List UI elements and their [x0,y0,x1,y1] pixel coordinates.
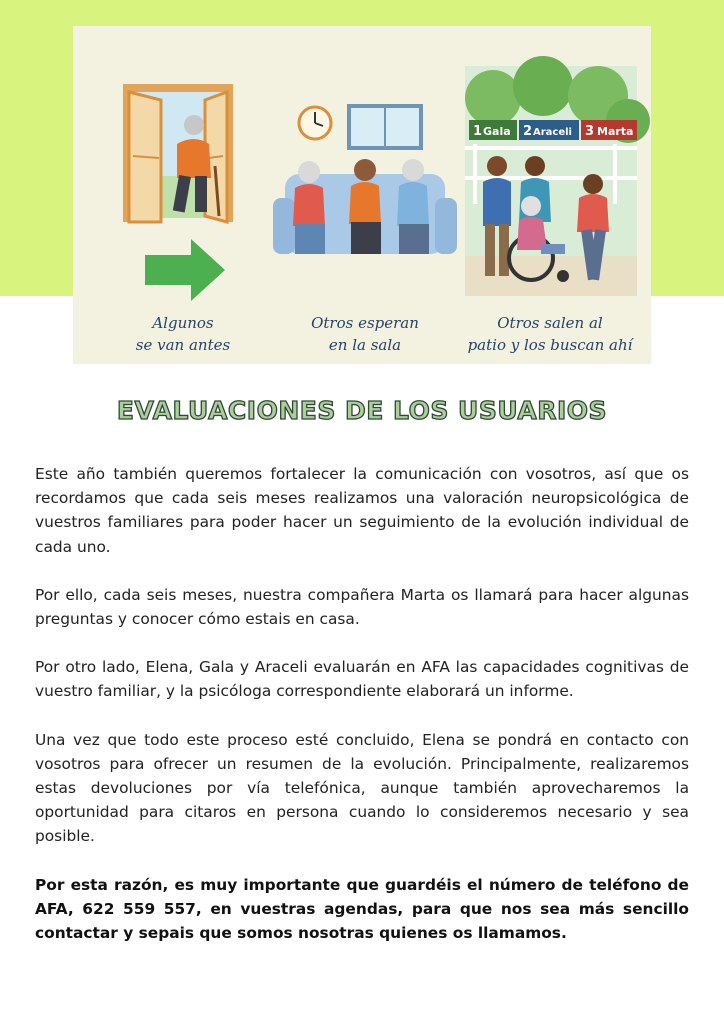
paragraph: Este año también queremos fortalecer la comunicación con vosotros, así que os recordamos que cada seis meses realizamos una valoración neuropsicológica de vuestros familiares para poder hacer un seguimiento de la evolución individual de cada uno. [35,465,689,556]
arrow-right-icon [145,239,225,301]
caption-line: Otros esperan [311,314,419,332]
name-tag-araceli [519,120,579,140]
name-tag-number: 3 [585,124,595,139]
caption-line: Algunos [152,314,214,332]
caption-patio [455,312,645,356]
name-tag-number: 1 [473,124,483,139]
highlight-paragraph: Por esta razón, es muy importante que guardéis el número de teléfono de AFA, 622 559 557, en vuestras agendas, para que nos sea más sencillo contactar y sepais que somos nosotras quienes os llamamos. [35,875,689,943]
seated-elderly-woman [349,159,381,254]
name-tag-number: 2 [523,124,533,139]
name-tag-name: Gala [483,125,511,138]
name-tag-name: Marta [597,125,634,138]
seated-elderly-man [397,159,429,254]
caption-line: patio y los buscan ahí [467,336,633,354]
caption-wait-room [275,312,455,356]
illustration [73,26,651,364]
paragraph: Una vez que todo este proceso esté concluido, Elena se pondrá en contacto con vosotros para ofrecer un resumen de la evolución. Principalmente, realizaremos estas devoluciones por vía telefónica, aunque también aprovecharemos la oportunidad para citaros en persona cuando lo consideremos necesario y sea posible. [35,730,689,846]
body-text [35,462,689,969]
paragraph: Por otro lado, Elena, Gala y Araceli evaluarán en AFA las capacidades cognitivas de vuestro familiar, y la psicóloga correspondiente elaborará un informe. [35,658,689,701]
section-title: EVALUACIONES DE LOS USUARIOS [116,396,608,425]
caption-line: Otros salen al [497,314,603,332]
caption-line: se van antes [135,336,231,354]
name-tag-gala [469,120,517,140]
caption-line: en la sala [328,336,402,354]
caption-leave-early [93,312,273,356]
paragraph: Por ello, cada seis meses, nuestra compañera Marta os llamará para hacer algunas preguntas y conocer cómo estais en casa. [35,585,689,629]
name-tag-marta [581,120,637,140]
name-tag-name: Araceli [533,127,572,138]
